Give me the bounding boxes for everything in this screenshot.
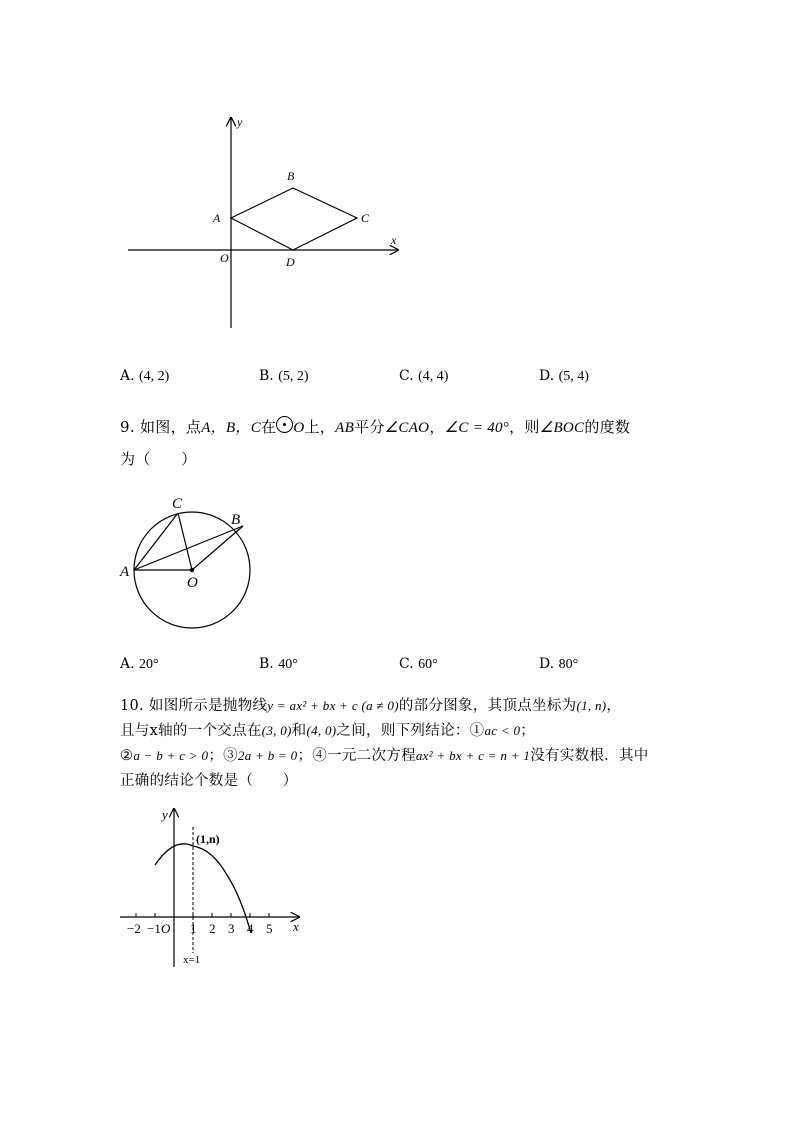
- label-o: O: [161, 921, 171, 936]
- q9-text4: 平分: [354, 418, 385, 436]
- q9-points: A，B，C: [201, 420, 262, 436]
- q8-option-b[interactable]: [259, 368, 309, 385]
- q9-option-d-label: D.: [539, 656, 555, 672]
- q9-angle3: ∠BOC: [539, 420, 585, 436]
- q8-option-a-value: (4, 2): [139, 369, 170, 384]
- parabola-curve: [155, 844, 251, 933]
- q9-line1: [120, 416, 630, 437]
- q9-text1: 如图，点: [140, 418, 202, 436]
- tick-label-1: 1: [190, 921, 197, 936]
- q9-option-d[interactable]: [539, 656, 578, 673]
- label-y: y: [237, 115, 243, 129]
- label-o: O: [187, 575, 198, 591]
- q10-number: 10.: [120, 698, 144, 714]
- q10-t6: 之间，则下列结论：①: [336, 723, 485, 739]
- q9-option-c-value: 60°: [418, 657, 438, 672]
- q9-number: 9.: [120, 418, 135, 436]
- segment-bo: [192, 526, 243, 570]
- q9-sep: ，: [429, 418, 445, 436]
- parabola-figure: [115, 805, 315, 975]
- q8-option-c-value: (4, 4): [418, 369, 449, 384]
- vertex-label: (1,n): [196, 832, 220, 846]
- tick-label-neg1: −1: [147, 921, 161, 936]
- label-c: C: [361, 211, 370, 225]
- rhombus-figure: [120, 110, 410, 335]
- q8-option-d-value: (5, 4): [558, 369, 589, 384]
- q10-c2pre: ②: [120, 748, 134, 764]
- q10-p1: (3, 0): [261, 723, 292, 738]
- q9-angle1: ∠CAO: [384, 420, 430, 436]
- q10-eq1: y = ax² + bx + c (a ≠ 0): [267, 698, 399, 713]
- circle-symbol: [276, 416, 293, 433]
- q10-t9: ；④一元二次方程: [297, 748, 416, 764]
- q10-t8: ；③: [208, 748, 238, 764]
- tick-label-neg2: −2: [127, 921, 141, 936]
- q9-angle2: ∠C = 40°: [444, 420, 510, 436]
- q9-option-b[interactable]: [259, 656, 298, 673]
- q8-option-a-label: A.: [120, 368, 135, 384]
- label-o: O: [220, 251, 229, 265]
- tick-label-2: 2: [209, 921, 216, 936]
- label-b: B: [231, 512, 241, 528]
- q10-t5: 和: [291, 723, 307, 739]
- q10-t1: 如图所示是抛物线: [148, 698, 268, 714]
- tick-label-3: 3: [228, 921, 235, 936]
- q10-vertex: (1, n): [576, 698, 607, 713]
- label-b: B: [287, 169, 295, 183]
- q10-t4: 且与x轴的一个交点在: [120, 723, 262, 739]
- q9-option-b-value: 40°: [278, 657, 298, 672]
- q9-line2: 为（ ）: [120, 450, 197, 468]
- q9-option-a-value: 20°: [139, 657, 159, 672]
- q9-circle-name: O: [293, 420, 305, 436]
- label-d: D: [286, 255, 295, 269]
- label-y: y: [162, 807, 168, 822]
- symmetry-label: x=1: [183, 954, 201, 966]
- q9-text2: 在: [261, 418, 277, 436]
- q10-t2: 的部分图象，其顶点坐标为: [398, 698, 577, 714]
- q10-line1: [120, 694, 621, 715]
- q10-p2: (4, 0): [306, 723, 337, 738]
- label-x: x: [293, 919, 299, 934]
- q10-c2: a − b + c > 0: [133, 748, 209, 763]
- q10-line2: [120, 719, 535, 740]
- q10-t10: 没有实数根．其中: [530, 748, 649, 764]
- q10-t7: ；: [520, 723, 536, 739]
- q8-option-c[interactable]: [399, 368, 448, 385]
- label-x: x: [391, 233, 397, 247]
- q9-option-a[interactable]: [120, 656, 159, 673]
- label-a: A: [213, 211, 221, 225]
- center-dot: [190, 568, 194, 572]
- q8-option-b-value: (5, 2): [278, 369, 309, 384]
- q9-text5: ，则: [509, 418, 540, 436]
- q8-option-d-label: D.: [539, 368, 555, 384]
- q10-line4: 正确的结论个数是（ ）: [120, 773, 298, 789]
- q8-option-a[interactable]: [120, 368, 169, 385]
- q10-c4: ax² + bx + c = n + 1: [415, 748, 531, 763]
- label-c: C: [172, 496, 183, 512]
- q9-option-c[interactable]: [399, 656, 438, 673]
- tick-label-5: 5: [266, 921, 273, 936]
- q8-option-c-label: C.: [399, 368, 414, 384]
- segment-co: [178, 513, 192, 570]
- q8-option-b-label: B.: [259, 368, 274, 384]
- q9-ab: AB: [335, 420, 355, 436]
- q9-option-d-value: 80°: [558, 657, 579, 672]
- q9-option-c-label: C.: [399, 656, 414, 672]
- q10-line3: [120, 744, 649, 765]
- q9-option-a-label: A.: [120, 656, 135, 672]
- tick-label-4: 4: [247, 921, 254, 936]
- q9-option-b-label: B.: [259, 656, 274, 672]
- q10-c1: ac < 0: [484, 723, 521, 738]
- q10-c3: 2a + b = 0: [237, 748, 298, 763]
- q9-text6: 的度数: [584, 418, 631, 436]
- q9-text3: 上，: [304, 418, 336, 436]
- circle-figure: [115, 490, 265, 640]
- rhombus-abcd: [231, 188, 357, 250]
- label-a: A: [120, 564, 130, 580]
- q8-option-d[interactable]: [539, 368, 589, 385]
- q10-t3: ，: [606, 698, 622, 714]
